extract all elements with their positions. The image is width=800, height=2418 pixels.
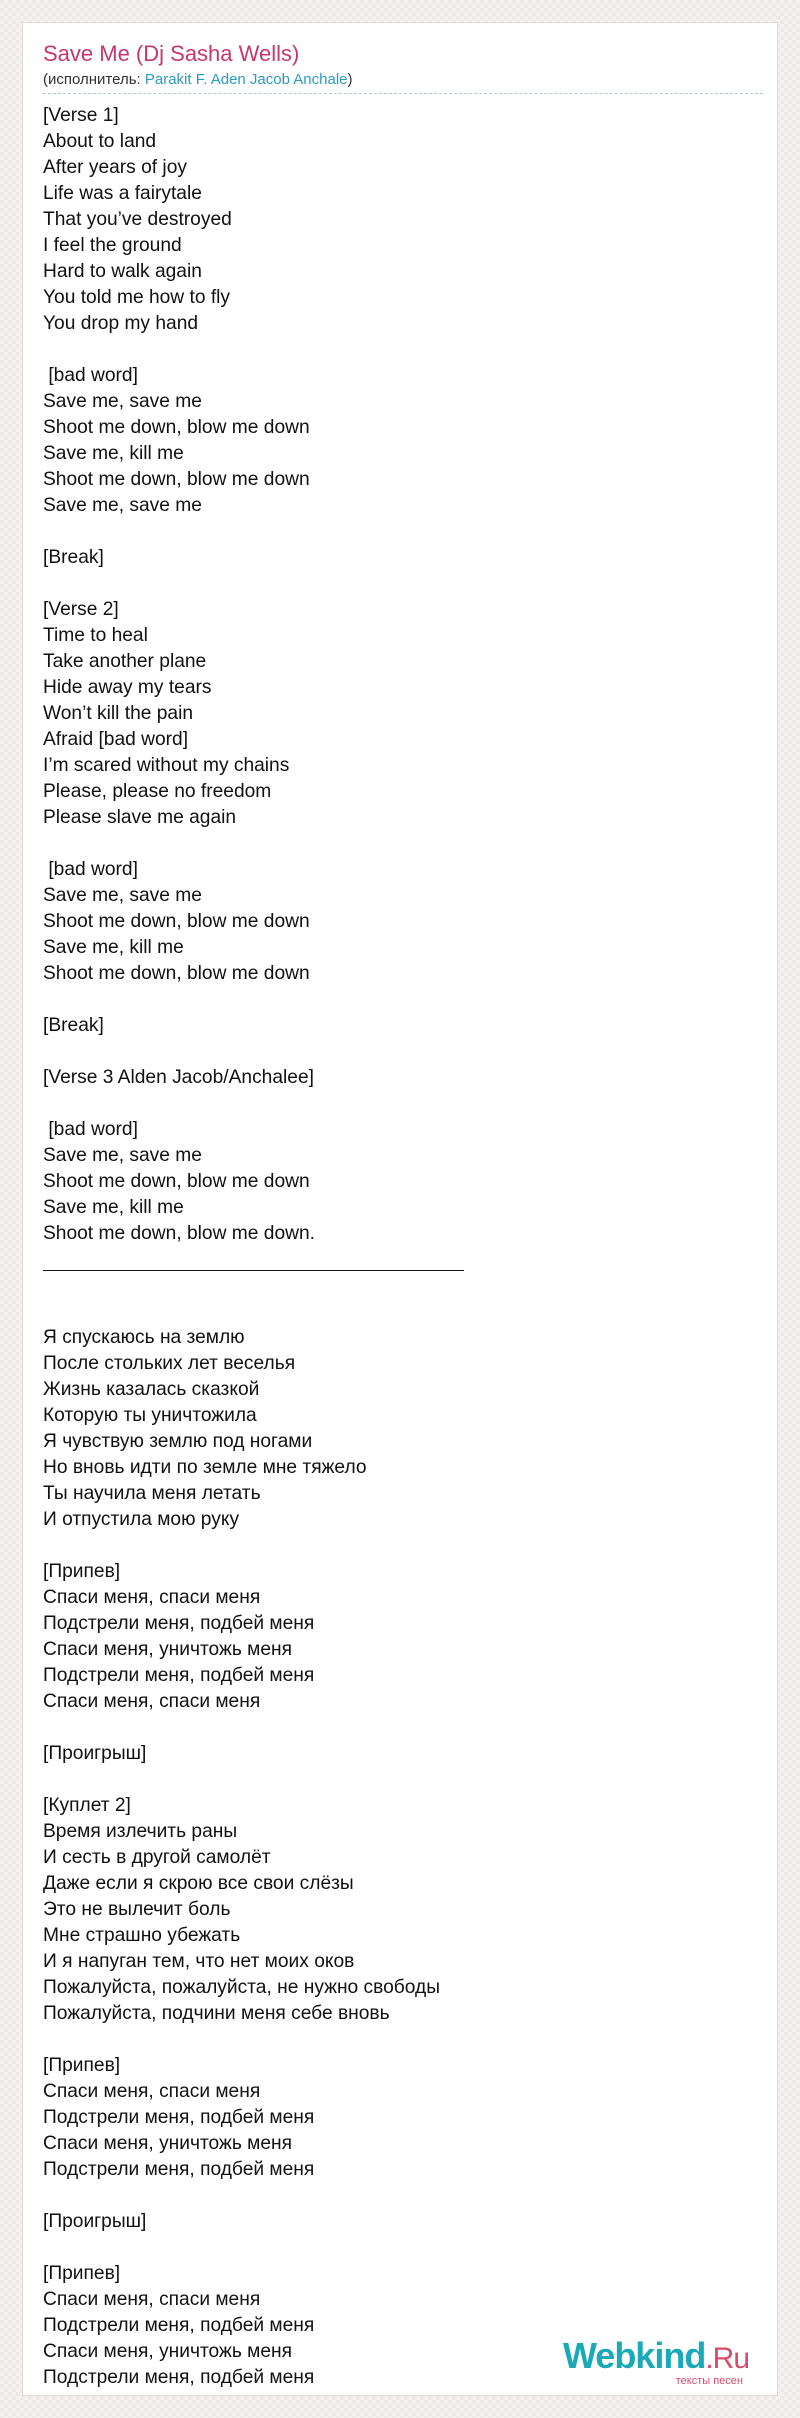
lyric-line: После стольких лет веселья xyxy=(43,1353,296,1374)
lyric-line: Shoot me down, blow me down xyxy=(43,911,310,932)
lyric-line: Подстрели меня, подбей меня xyxy=(43,2159,315,2180)
lyric-line: [bad word] xyxy=(43,1119,138,1140)
lyric-line: [Verse 2] xyxy=(43,599,119,620)
logo-wordmark xyxy=(563,2337,749,2378)
lyric-line: [Припев] xyxy=(43,1561,121,1582)
lyric-line: И я напуган тем, что нет моих оков xyxy=(43,1951,355,1972)
lyric-line: Это не вылечит боль xyxy=(43,1899,231,1920)
lyric-line: Спаси меня, уничтожь меня xyxy=(43,2341,293,2362)
lyric-line: Time to heal xyxy=(43,625,148,646)
lyric-line: [bad word] xyxy=(43,859,138,880)
lyric-line: [bad word] xyxy=(43,365,138,386)
lyric-line: И отпустила мою руку xyxy=(43,1509,240,1530)
lyric-line: Подстрели меня, подбей меня xyxy=(43,1613,315,1634)
lyric-line: Save me, save me xyxy=(43,391,202,412)
lyric-line: Спаси меня, уничтожь меня xyxy=(43,1639,293,1660)
lyric-line: Я спускаюсь на землю xyxy=(43,1327,245,1348)
lyric-line: Подстрели меня, подбей меня xyxy=(43,2367,315,2388)
lyric-line: Даже если я скрою все свои слёзы xyxy=(43,1873,354,1894)
artist-prefix: (исполнитель: xyxy=(43,71,145,88)
lyric-line: Shoot me down, blow me down xyxy=(43,417,310,438)
lyric-line: Save me, save me xyxy=(43,885,202,906)
lyric-line: Please slave me again xyxy=(43,807,237,828)
lyric-line: Подстрели меня, подбей меня xyxy=(43,2107,315,2128)
lyric-line: [Проигрыш] xyxy=(43,2211,147,2232)
lyric-line: I’m scared without my chains xyxy=(43,755,290,776)
lyric-line: Подстрели меня, подбей меня xyxy=(43,1665,315,1686)
lyric-line: Время излечить раны xyxy=(43,1821,238,1842)
lyric-line: Take another plane xyxy=(43,651,207,672)
lyric-line: Мне страшно убежать xyxy=(43,1925,241,1946)
webkind-logo[interactable] xyxy=(563,2337,749,2387)
lyric-line: Спаси меня, спаси меня xyxy=(43,2081,261,2102)
lyric-line: Которую ты уничтожила xyxy=(43,1405,257,1426)
lyric-line: [Припев] xyxy=(43,2055,121,2076)
artist-link[interactable]: Parakit F. Aden Jacob Anchale xyxy=(144,71,348,88)
lyric-line: Save me, save me xyxy=(43,1145,202,1166)
lyric-line: Жизнь казалась сказкой xyxy=(43,1379,260,1400)
lyric-line: Shoot me down, blow me down xyxy=(43,1171,310,1192)
lyric-line: Спаси меня, уничтожь меня xyxy=(43,2133,293,2154)
lyric-line: Пожалуйста, пожалуйста, не нужно свободы xyxy=(43,1977,441,1998)
lyrics-text xyxy=(43,103,743,2391)
lyric-line: You told me how to fly xyxy=(43,287,231,308)
lyric-line: Спаси меня, спаси меня xyxy=(43,1691,261,1712)
lyric-line: Shoot me down, blow me down xyxy=(43,963,310,984)
logo-tld: .Ru xyxy=(705,2342,749,2375)
lyric-line: [Break] xyxy=(43,547,104,568)
lyric-line: Life was a fairytale xyxy=(43,183,202,204)
lyric-line: That you’ve destroyed xyxy=(43,209,232,230)
lyrics-card xyxy=(22,22,778,2396)
translation-separator xyxy=(43,1270,464,1271)
lyric-line: Save me, kill me xyxy=(43,443,184,464)
lyric-line: Shoot me down, blow me down. xyxy=(43,1223,315,1244)
lyric-line: Пожалуйста, подчини меня себе вновь xyxy=(43,2003,390,2024)
lyric-line: Afraid [bad word] xyxy=(43,729,189,750)
lyric-line: [Verse 1] xyxy=(43,105,119,126)
lyric-line: Я чувствую землю под ногами xyxy=(43,1431,313,1452)
lyric-line: И сесть в другой самолёт xyxy=(43,1847,271,1868)
lyric-line: [Проигрыш] xyxy=(43,1743,147,1764)
lyric-line: You drop my hand xyxy=(43,313,199,334)
logo-name: Webkind xyxy=(562,2335,706,2376)
lyric-line: [Куплет 2] xyxy=(43,1795,131,1816)
lyric-line: Please, please no freedom xyxy=(43,781,272,802)
lyric-line: [Break] xyxy=(43,1015,104,1036)
song-title: Save Me (Dj Sasha Wells) xyxy=(43,41,300,66)
lyric-line: Save me, save me xyxy=(43,495,202,516)
lyric-line: [Припев] xyxy=(43,2263,121,2284)
lyric-line: Won’t kill the pain xyxy=(43,703,194,724)
lyric-line: I feel the ground xyxy=(43,235,182,256)
lyric-line: Hide away my tears xyxy=(43,677,212,698)
lyric-line: Спаси меня, спаси меня xyxy=(43,1587,261,1608)
lyric-line: Ты научила меня летать xyxy=(43,1483,261,1504)
lyric-line: Hard to walk again xyxy=(43,261,202,282)
lyric-line: Спаси меня, спаси меня xyxy=(43,2289,261,2310)
lyric-line: Save me, kill me xyxy=(43,1197,184,1218)
lyric-line: Подстрели меня, подбей меня xyxy=(43,2315,315,2336)
lyric-line: Save me, kill me xyxy=(43,937,184,958)
lyric-line: Shoot me down, blow me down xyxy=(43,469,310,490)
lyric-line: Но вновь идти по земле мне тяжело xyxy=(43,1457,367,1478)
artist-line xyxy=(43,71,353,88)
lyric-line: After years of joy xyxy=(43,157,187,178)
header-divider xyxy=(43,93,763,94)
lyric-line: [Verse 3 Alden Jacob/Anchalee] xyxy=(43,1067,314,1088)
artist-suffix: ) xyxy=(347,71,353,88)
logo-tagline: тексты песен xyxy=(675,2375,743,2387)
lyric-line: About to land xyxy=(43,131,157,152)
